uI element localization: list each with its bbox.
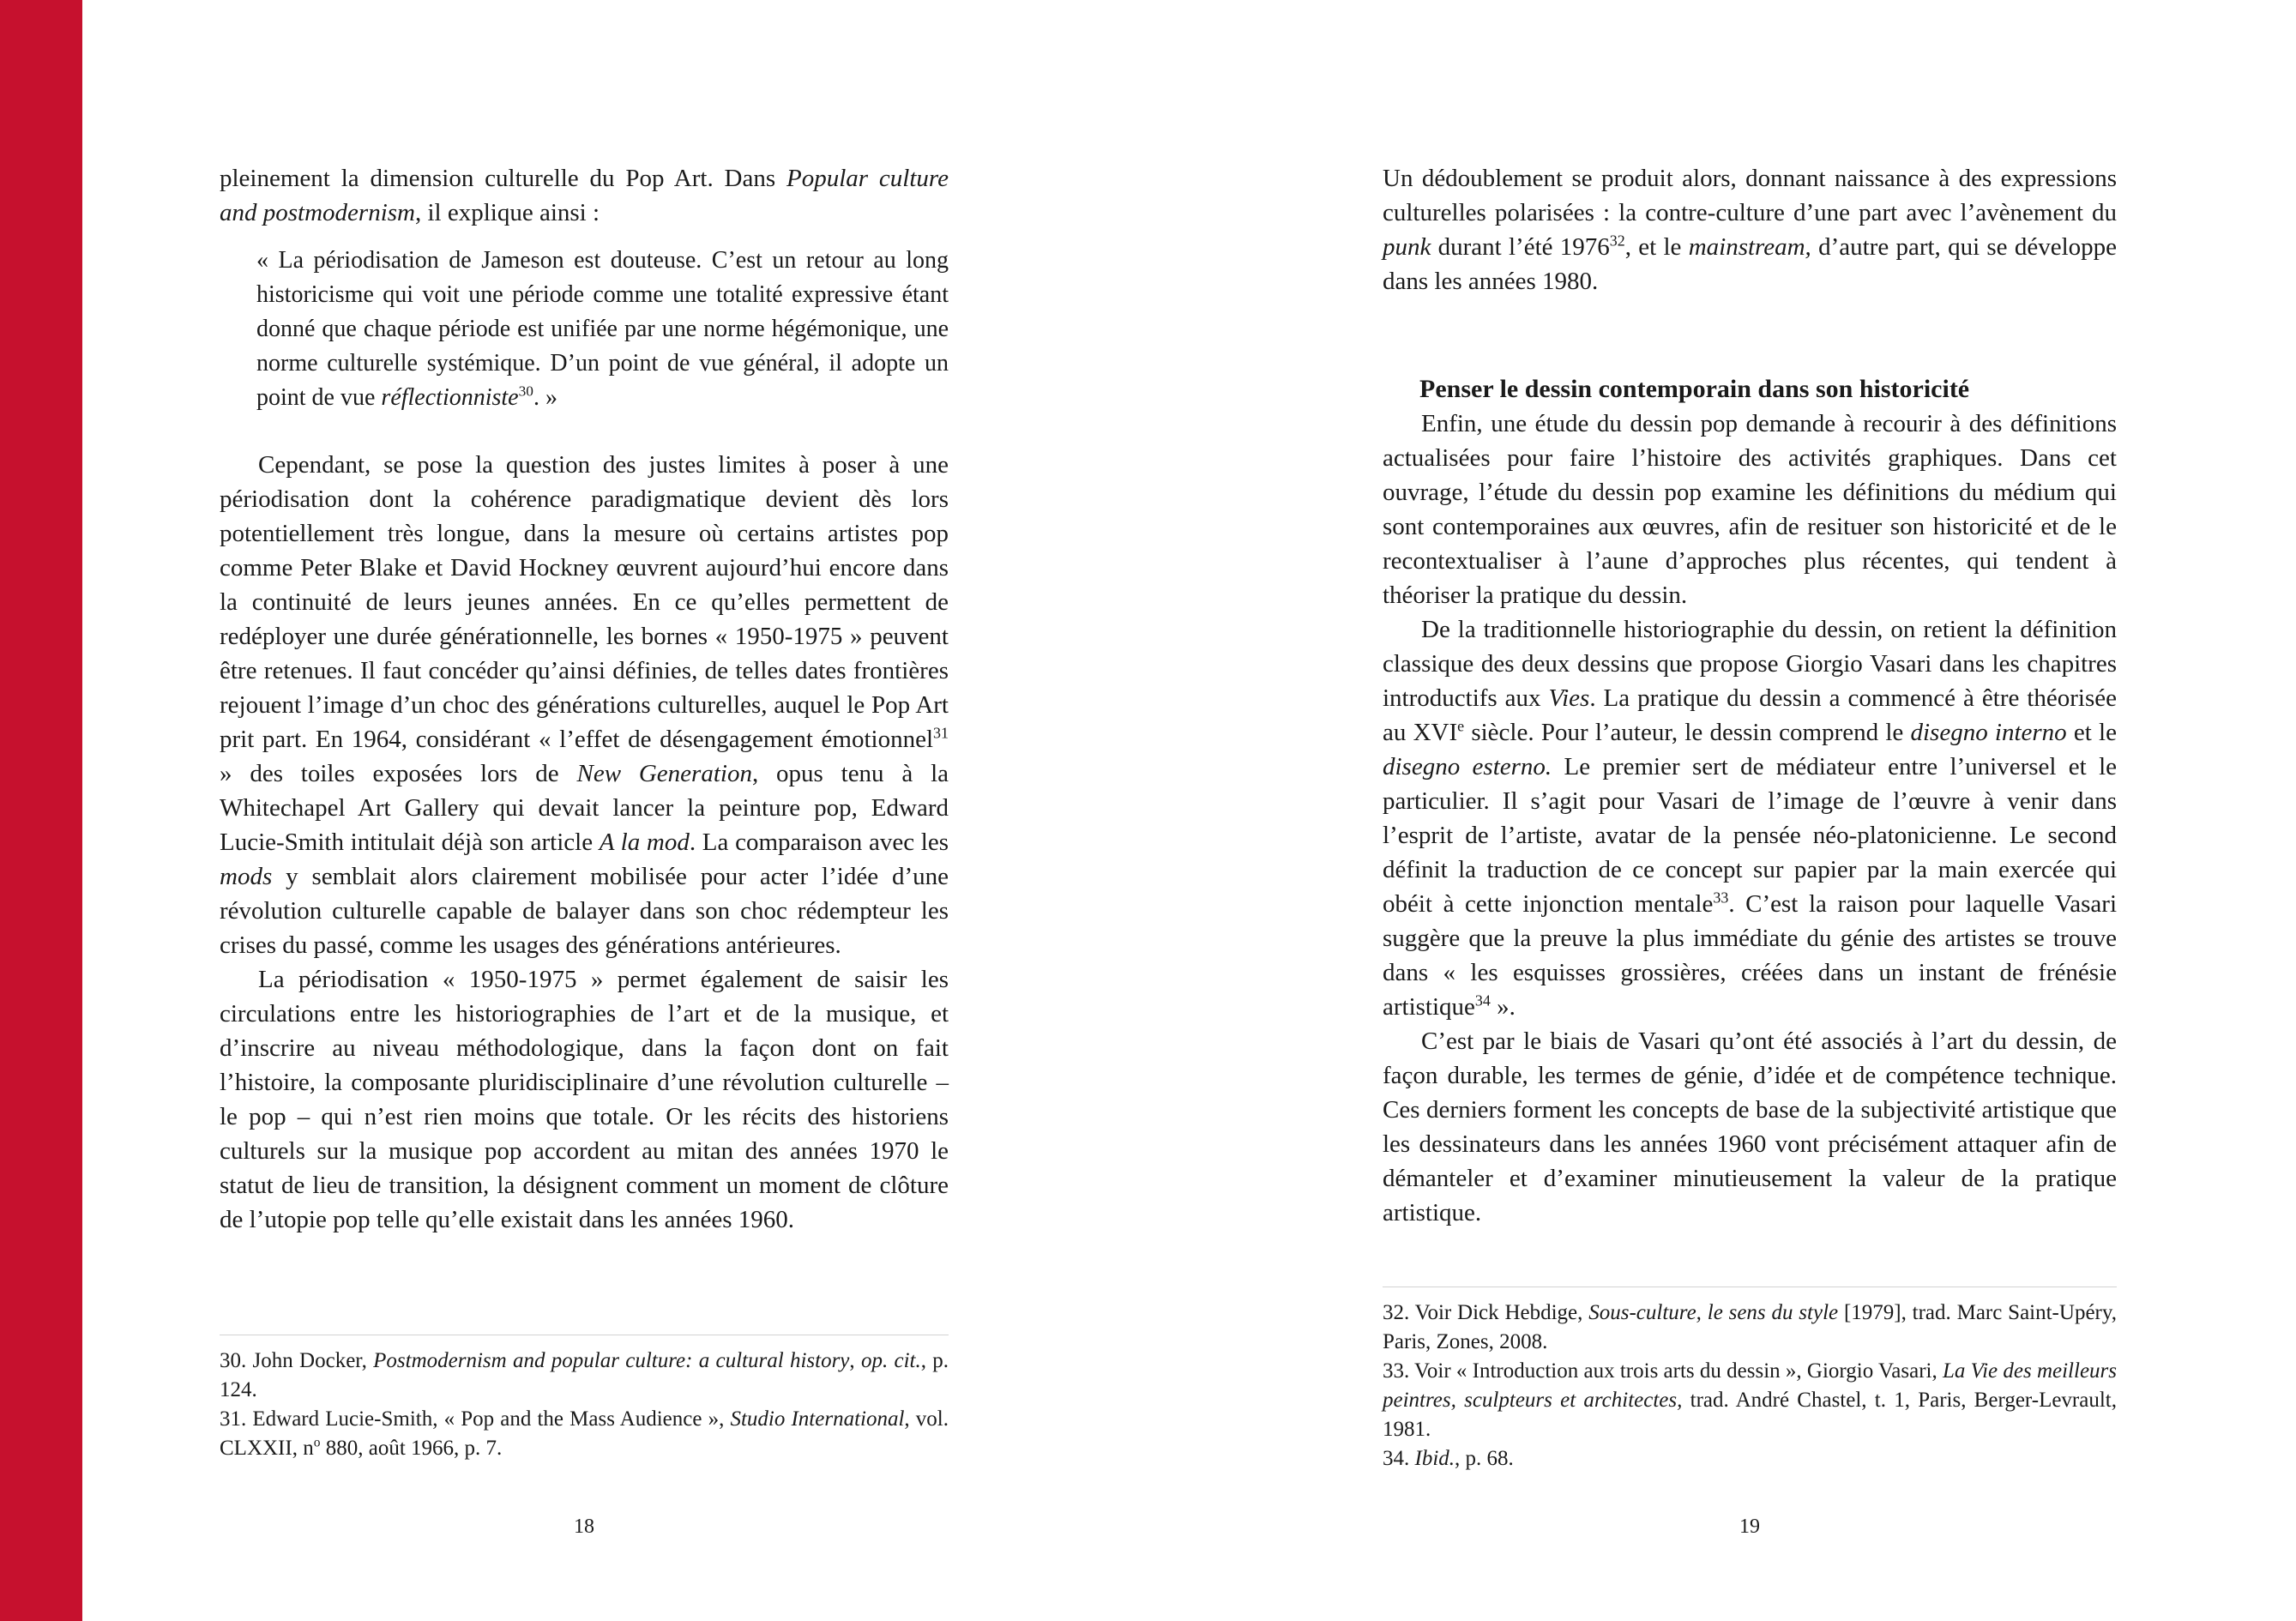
footnote: 34. Ibid., p. 68. <box>1383 1447 1514 1470</box>
page-right <box>1383 0 2117 1621</box>
paragraph: Cependant, se pose la question des justes limites à poser à une périodisation dont la cohérence paradigmatique devient dès lors potentiellement très longue, dans la mesure où certains artistes pop comme Peter Blake et David Hockney œuvrent aujourd’hui encore dans la continuité de leurs jeunes années. En ce qu’elles permettent de redéployer une durée générationnelle, les bornes « 1950-1975 » peuvent être retenues. Il faut concéder qu’ainsi définies, de telles dates frontières rejouent l’image d’un choc des générations culturelles, auquel le Pop Art prit part. En 1964, considérant « l’effet de désengagement émotionnel$^{31}$ » des toiles exposées lors de New Generation, opus tenu à la Whitechapel Art Gallery qui devait lancer la peinture pop, Edward Lucie-Smith intitulait déjà son article A la mod. La comparaison avec les mods y semblait alors clairement mobilisée pour acter l’idée d’une révolution culturelle capable de balayer dans son choc rédempteur les crises du passé, comme les usages des générations antérieures. <box>220 451 949 959</box>
paragraph: Enfin, une étude du dessin pop demande à recourir à des définitions actualisées pour faire l’histoire des activités graphiques. Dans cet ouvrage, l’étude du dessin pop examine les définitions du médium qui sont contemporaines aux œuvres, afin de resituer son historicité et de le recontextualiser à l’aune d’approches plus récentes, qui tendent à théoriser la pratique du dessin. <box>1383 410 2117 609</box>
page-number-left: 18 <box>574 1516 594 1538</box>
page-right-body <box>1383 161 2117 1230</box>
page-left-body <box>220 161 949 1237</box>
footnote: 30. John Docker, Postmodernism and popular culture: a cultural history, op. cit., p. 124. <box>220 1349 949 1401</box>
paragraph: La périodisation « 1950-1975 » permet également de saisir les circulations entre les historiographies de l’art et de la musique, et d’inscrire au niveau méthodologique, dans la façon dont on fait l’histoire, la composante pluridisciplinaire d’une révolution culturelle – le pop – qui n’est rien moins que totale. Or les récits des historiens culturels sur la musique pop accordent au mitan des années 1970 le statut de lieu de transition, la désignent comment un moment de clôture de l’utopie pop telle qu’elle existait dans les années 1960. <box>220 966 949 1233</box>
page-left <box>220 0 949 1621</box>
footnote: 32. Voir Dick Hebdige, Sous-culture, le sens du style [1979], trad. Marc Saint-Upéry, Paris, Zones, 2008. <box>1383 1301 2117 1353</box>
paragraph: De la traditionnelle historiographie du dessin, on retient la définition classique des deux dessins que propose Giorgio Vasari dans les chapitres introductifs aux Vies. La pratique du dessin a commencé à être théorisée au XVIe siècle. Pour l’auteur, le dessin comprend le disegno interno et le disegno esterno. Le premier sert de médiateur entre l’universel et le particulier. Il s’agit pour Vasari de l’image de l’œuvre à venir dans l’esprit de l’artiste, avatar de la pensée néo-platonicienne. Le second définit la traduction de ce concept sur papier par la main exercée qui obéit à cette injonction mentale$^{33}$. C’est la raison pour laquelle Vasari suggère que la preuve la plus immédiate du génie des artistes se trouve dans « les esquisses grossières, créées dans un instant de frénésie artistique$^{34}$ ». <box>1383 616 2118 1021</box>
footnote: 31. Edward Lucie-Smith, « Pop and the Mass Audience », Studio International, vol. CLXXII, $n^o$ 880, août 1966, p. 7. <box>220 1407 949 1460</box>
footnotes-right <box>1383 1287 2117 1473</box>
block-quote: « La périodisation de Jameson est douteuse. C’est un retour au long historicisme qui voit une période comme une totalité expressive étant donné que chaque période est unifiée par une norme hégémonique, une norme culturelle systémique. D’un point de vue général, il adopte un point de vue réflectionniste$^{30}$. » <box>256 247 949 411</box>
footnotes-left <box>220 1335 949 1463</box>
section-heading: Penser le dessin contemporain dans son historicité <box>1419 375 1970 403</box>
paragraph: Un dédoublement se produit alors, donnant naissance à des expressions culturelles polarisées : la contre-culture d’une part avec l’avènement du punk durant l’été 1976$^{32}$, et le mainstream, d’autre part, qui se développe dans les années 1980. <box>1383 165 2117 295</box>
page-number-right: 19 <box>1739 1516 1760 1538</box>
cover-edge-strip <box>0 0 82 1621</box>
paragraph: pleinement la dimension culturelle du Pop Art. Dans Popular culture and postmodernism, il explique ainsi : <box>220 165 949 226</box>
paragraph: C’est par le biais de Vasari qu’ont été associés à l’art du dessin, de façon durable, les termes de génie, d’idée et de compétence technique. Ces derniers forment les concepts de base de la subjectivité artistique que les dessinateurs dans les années 1960 vont précisément attaquer afin de démanteler et d’examiner minutieusement la valeur de la pratique artistique. <box>1383 1027 2117 1226</box>
footnote: 33. Voir « Introduction aux trois arts du dessin », Giorgio Vasari, La Vie des meilleurs peintres, sculpteurs et architectes, trad. André Chastel, t. 1, Paris, Berger-Levrault, 1981. <box>1383 1359 2118 1441</box>
